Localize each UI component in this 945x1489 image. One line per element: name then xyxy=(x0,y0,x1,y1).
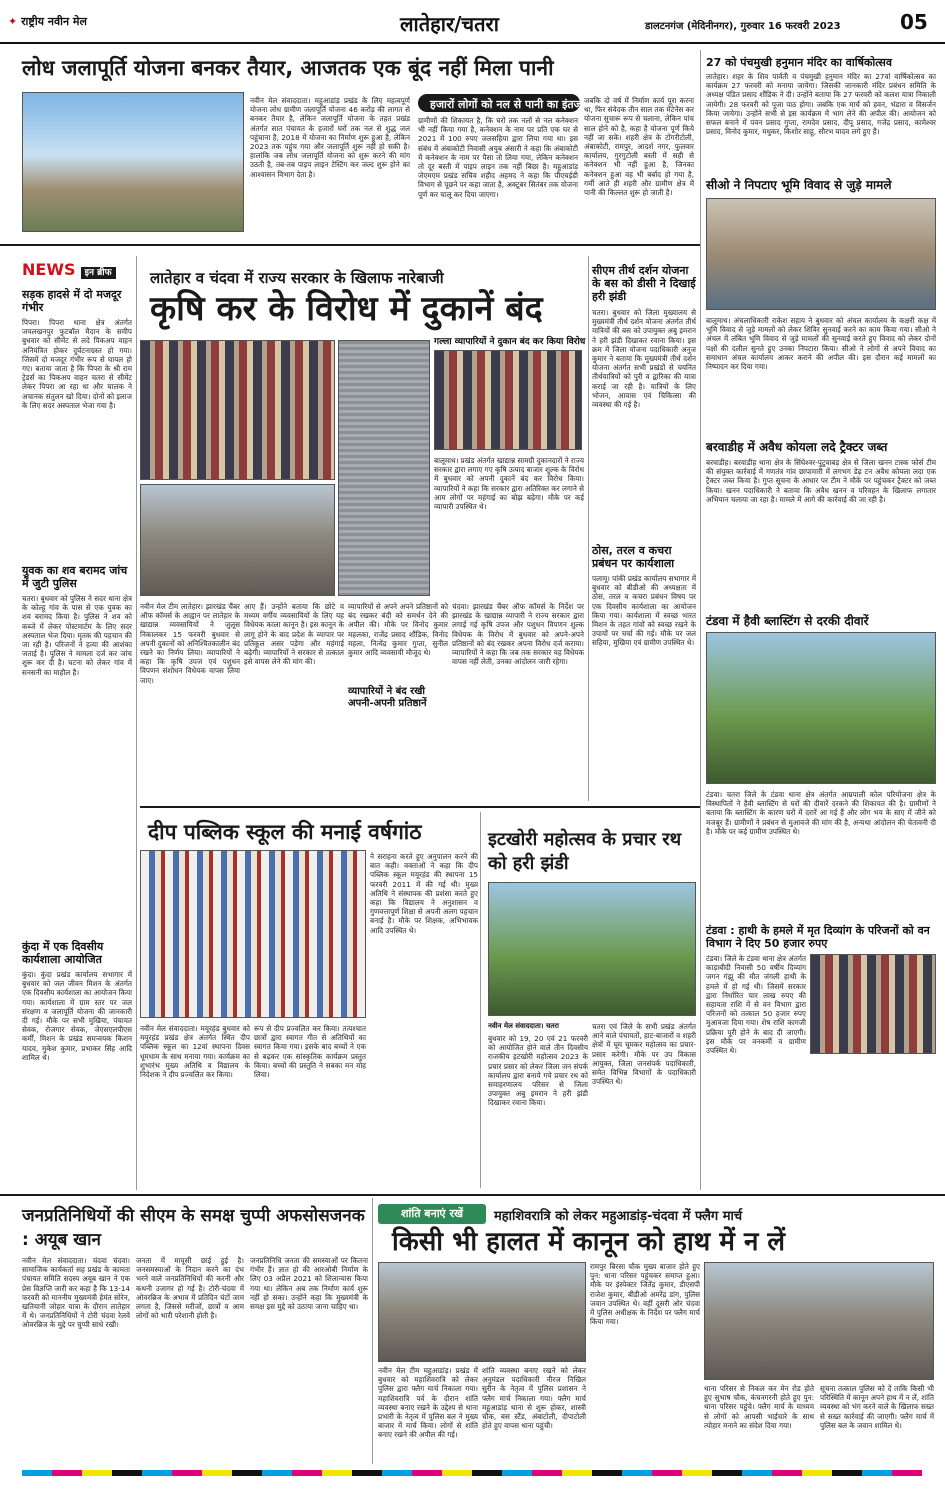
bottom-left-col-3: जनप्रतिनिधि जनता की समस्याओं पर कितना गंभीर हैं। ज्ञात हो की आरओबी निर्माण के लिए 03 अप्रैल 2021 को शिलान्यास किया गया था। लेकिन अब तक निर्माण कार्य शुरू नहीं हो सका। उन्होंने कहा कि मुख्यमंत्री के समक्ष इस मुद्दे को उठाया जाना चाहिए था। xyxy=(250,1256,368,1312)
bottom-right-col-4: थाना परिसर से निकल कर मेन रोड होते हुए सुभाष चौक, कंचनगरनी होते हुए पुन: थाना परिसर पहुंचे। फ्लैग मार्च के माध्यम से लोगों को आपसी भाईचारे के साथ त्योहार मनाने का संदेश दिया गया। xyxy=(704,1384,814,1430)
bottom-left-col-2: जनता में मायूसी छाई हुई है। जनसमस्याओं के निदान करने का दंभ भरने वाले जनप्रतिनिधियों की करनी और कथनी उजागर हो गई है। टोरी-चंदवा में ओवरब्रिज के अभाव में प्रतिदिन घंटों जाम लगता है, जिससे मरीजों, छात्रों व आम लोगों को भारी परेशानी होती है। xyxy=(136,1256,244,1321)
right-story-5-head: टंडवा : हाथी के हमले में मृत दिव्यांग के परिजनों को वन विभाग ने दिए 50 हजार रुपए xyxy=(706,924,930,950)
right-story-2-text: बालूमाथ। अंचलाधिकारी राकेश सहाय ने बुधवार को अंचल कार्यालय के कक्षरी कक्ष में भूमि विवाद से जुड़े मामलों को लेकर शिविर सुनवाई करने का काम किया गया। सीओ ने अंचल में लंबित भूमि विवाद से जुड़े मामलों की सुनवाई करते हुए विवाद को लेकर दोनों पक्षों की दलील सुनते हुए उनका निपटारा किया। सीओ ने लोगों से अपने विवाद का समाधान अंचल कार्यालय आकर कराने की अपील की। इस दौरान कई मामलों का निष्पादन कर दिया गया। xyxy=(706,316,936,372)
school-col-1: नवीन मेल संवाददाता। मयूरहंड बुधवार को मयूरहंड प्रखंड क्षेत्र अंतर्गत स्थित दीप पब्लिक स्कूल का 12वां स्थापना दिवस धूमधाम के साथ मनाया गया। कार्यक्रम का शुभारंभ मुख्य अतिथि व विद्यालय के निदेशक ने दीप प्रज्वलित कर किया। xyxy=(140,1024,250,1080)
mid-divider xyxy=(140,806,700,808)
right-story-4-head: टंडवा में हैवी ब्लास्टिंग से दरकी दीवारें xyxy=(706,614,869,628)
bottom-right-kicker: महाशिवरात्रि को लेकर महुआडांड़-चंदवा में फ्लैग मार्च xyxy=(494,1209,743,1224)
top-story-col-2: ग्रामीणों की शिकायत है, कि घरों तक नलों से नल कनेक्शन भी नहीं किया गया है, कनेक्शन के नाम पर प्रति एक घर से 2021 में 100 रुपए जलसहिया द्वारा लिया गया था। इस संबंध में अंबाकोटी निवासी अयुब अंसारी ने कहा कि अंबाकोटी में कनेक्शन के नाम पर पैसा तो लिया गया, लेकिन कनेक्शन तो दूर बस्ती में पाइप लाइन तक नहीं बिछा है। महुआडांड़ जेएमएम प्रखंड सचिव शहीद अहमद ने कहा कि पीएचईडी विभाग से पूछने पर कहा जाता है, अक्टूबर सितंबर तक योजना पूर्ण कर चालू कर दिया जाएगा। xyxy=(418,116,578,199)
bottom-left-headline: जनप्रतिनिधियों की सीएम के समक्ष चुप्पी अफसोसजनक : अयूब खान xyxy=(22,1206,365,1250)
dateline: डालटनगंज (मेदिनीनगर), गुरुवार 16 फरवरी 2023 xyxy=(645,21,841,32)
land-dispute-photo xyxy=(706,198,936,310)
top-story-headline: लोध जलापूर्ति योजना बनकर तैयार, आजतक एक बूंद नहीं मिला पानी xyxy=(22,56,554,80)
mid-story-subhead: व्यापारियों ने बंद रखी अपनी-अपनी प्रतिष्ठानें xyxy=(348,686,427,709)
news-brief-header xyxy=(22,260,132,282)
peace-tag: शांति बनाएं रखें xyxy=(378,1204,486,1224)
bottom-right-col-5: सूचना तत्काल पुलिस को दें ताकि किसी भी परिस्थिति में कानून अपने हाथ में न लें, शांति व्यवस्था को भंग करने वाले के खिलाफ सख्त से सख्त कार्रवाई की जाएगी। फ्लैग मार्च में पुलिस बल के जवान शामिल थे। xyxy=(820,1384,934,1430)
right-story-3-text: बरवाडीह। बरवाडीह थाना क्षेत्र के सिंघेश्वर-पुटुवाबड़ क्षेत्र से जिला खनन टास्क फोर्स टीम की संयुक्त कार्रवाई में गणतंत्र गांव छापामारी में लगभग डेढ़ टन अवैध कोयला लदा एक ट्रैक्टर जब्त किया है। गुप्त सूचना के आधार पर टीम ने मौके पर पहुंचकर ट्रैक्टर को जब्त किया। खनन पदाधिकारी ने बताया कि अवैध खनन व परिवहन के खिलाफ लगातार अभियान चलाया जा रहा है। मामले में आगे की कार्रवाई की जा रही है। xyxy=(706,458,936,504)
bottom-right-col-3: रामपुर बिरसा चौक मुख्य बाजार होते हुए पुन: थाना परिसर पहुंचकर समाप्त हुआ। मौके पर इंस्पेक्टर जितेंद्र कुमार, डीएसपी राजेश कुमार, बीडीओ अमरेंद्र डांग, पुलिस जवान उपस्थित थे। वहीं दूसरी ओर चंदवा में पुलिस अधीक्षक के निर्देश पर फ्लैग मार्च किया गया। xyxy=(590,1262,700,1327)
bottom-right-col-1: नवीन मेल टीम महुआडांड़। प्रखंड में बुधवार को महाशिवरात्रि को लेकर पुलिस द्वारा फ्लैग मार्च निकाला गया। महाशिवरात्रि पर्व के दौरान शांति व्यवस्था बनाए रखने के उद्देश्य से थाना प्रभारी के नेतृत्व में पुलिस बल ने मुख्य बाजार में मार्च किया। लोगों से शांति बनाए रखने की अपील की गई। xyxy=(378,1366,478,1440)
closed-shutter-photo xyxy=(338,340,430,596)
top-story-col-1: नवीन मेल संवाददाता। महुआडांड़ प्रखंड के लिए महत्वपूर्ण योजना लोध ग्रामीण जलापूर्ति योजना 46 करोड़ की लागत से बनकर तैयार है, लेकिन जलापूर्ति योजना के तहत प्रखंड अंतर्गत सात पंचायत के हजारों घरों तक नल से शुद्ध जल पहुंचाना है, 2018 में योजना का निर्माण शुरू हुआ है, लेकिन 2023 तक पहुंच गया और जलापूर्ति शुरू नहीं हो सकी है। हालांकि जब लोध जलापूर्ति योजना को शुरू करने की मांग उठती है, तब-तब पाइप लाइन टेस्टिंग कर जल्द शुरू होने का आश्वासन विभाग देता है। xyxy=(250,96,410,179)
cm-tour-headline: सीएम तीर्थ दर्शन योजना के बस को डीसी ने दिखाई हरी झंडी xyxy=(592,264,696,303)
cm-divider xyxy=(588,256,589,801)
school-col-3: ने सराहना करते हुए अनुपालन करने की बात कही। वक्ताओं ने कहा कि दीप पब्लिक स्कूल मयूरहंड की स्थापना 15 फरवरी 2011 में की गई थी। मुख्य अतिथि ने संस्थापक की प्रशंसा करते हुए कहा कि विद्यालय ने अनुशासन व गुणवत्तापूर्ण शिक्षा से अपनी अलग पहचान बनाई है। मौके पर शिक्षक, अभिभावक आदि उपस्थित थे। xyxy=(370,852,478,935)
news-label: NEWS xyxy=(22,260,76,279)
brief-3-text: कुंदा। कुंदा प्रखंड कार्यालय सभागार में बुधवार को जल जीवन मिशन के अंतर्गत एक दिवसीय कार्यशाला का आयोजन किया गया। कार्यशाला में ग्राम स्तर पर जल संरक्षण व जलापूर्ति योजना की जानकारी दी गई। मौके पर सभी मुखिया, पंचायत सेवक, रोजगार सेवक, जेएसएलपीएस कर्मी, मिशन के प्रखंड समन्वयक किशन यादव, मुकेश कुमार, प्रभाकर सिंह आदि शामिल थे। xyxy=(22,970,132,1062)
right-story-4-text: टंडवा। चतरा जिले के टंडवा थाना क्षेत्र अंतर्गत आम्रपाली कोल परियोजना क्षेत्र के विस्थापितों ने हैवी ब्लास्टिंग से घरों की दीवारें दरकने की शिकायत की है। ग्रामीणों ने बताया कि ब्लास्टिंग के कारण घरों में दरारें आ गई हैं और लोग भय के साए में जीने को मजबूर हैं। ग्रामीणों ने प्रबंधन से मुआवजे की मांग की है, अन्यथा आंदोलन की चेतावनी दी है। मौके पर कई ग्रामीण उपस्थित थे। xyxy=(706,790,936,836)
page-number: 05 xyxy=(900,10,928,34)
right-story-1-head: 27 को पंचमुखी हनुमान मंदिर का वार्षिकोत्सव xyxy=(706,56,892,69)
masthead xyxy=(0,0,945,44)
brief-2-head: युवक का शव बरामद जांच में जुटी पुलिस xyxy=(22,564,128,590)
mid-story-headline: कृषि कर के विरोध में दुकानें बंद xyxy=(150,289,543,329)
school-photo xyxy=(140,850,366,1018)
cm-tour-subhead: ठोस, तरल व कचरा प्रबंधन पर कार्यशाला xyxy=(592,544,675,570)
bottom-right-headline: किसी भी हालत में कानून को हाथ में न लें xyxy=(392,1227,786,1257)
protest-photo xyxy=(140,340,335,480)
school-col-2: रूप से दीप प्रज्वलित कर किया। तत्पश्चात छात्रों द्वारा स्वागत गीत से अतिथियों का स्वागत किया गया। इसके बाद बच्चों ने एक से बढ़कर एक सांस्कृतिक कार्यक्रम प्रस्तुत किया। बच्चों की प्रस्तुति ने सबका मन मोह लिया। xyxy=(254,1024,366,1080)
paper-logo xyxy=(8,14,87,29)
top-divider xyxy=(0,244,700,246)
brief-divider xyxy=(136,256,137,1190)
itkhori-headline: इटखोरी महोत्सव के प्रचार रथ को हरी झंडी xyxy=(488,829,682,874)
itkhori-divider xyxy=(480,812,481,1188)
bottom-right-col-2: शांति व्यवस्था बनाए रखने को लेकर अनुमंडल पदाधिकारी नीरज निखिल सुरीन के नेतृत्व में पुलिस प्रशासन ने फ्लैग मार्च निकाला गया। फ्लैग मार्च महुआडांड़ थाना से शुरू होकर, शास्त्री चौक, बस स्टैंड, अंबाटोली, दीपाटोली होते हुए वापस थाना पहुंची। xyxy=(482,1366,586,1431)
top-story-subhead: हजारों लोगों को नल से पानी का इंतजार xyxy=(430,98,590,111)
school-headline: दीप पब्लिक स्कूल की मनाई वर्षगांठ xyxy=(148,820,422,844)
bottom-left-col-1: नवीन मेल संवाददाता। चंदवा चंदवा। सामाजिक कार्यकर्ता सह प्रखंड के कामता पंचायत समिति सदस्य अयूब खान ने एक प्रेस विज्ञप्ति जारी कर कहा है कि 13-14 फरवरी को माननीय मुख्यमंत्री हेमंत सोरेन, खतियानी जोहार यात्रा के दौरान लातेहार में थे। जनप्रतिनिधियों ने टोरी चंदवा रेलवे ओवरब्रिज के मुद्दे पर चुप्पी साधे रखी। xyxy=(22,1256,130,1330)
cm-tour-subtext: पलामू। पांकी प्रखंड कार्यालय सभागार में बुधवार को बीडीओ की अध्यक्षता में ठोस, तरल व कचरा प्रबंधन विषय पर एक दिवसीय कार्यशाला का आयोजन किया गया। कार्यशाला में स्वच्छ भारत मिशन के तहत गांवों को स्वच्छ रखने के उपायों पर चर्चा की गई। मौके पर जल सहिया, मुखिया एवं ग्रामीण उपस्थित थे। xyxy=(592,574,696,648)
traders-photo xyxy=(434,350,582,450)
mid-story-col-4: व्यापारियों से अपने अपने प्रतिष्ठानों को बंद रखकर बंदी को समर्थन देने की अपील की। मौके पर विनोद कुमार महलका, राजेंद्र प्रसाद शौंडिक, विनोद महला, नित्येंद्र कुमार गुप्ता, सुनील कुमार आदि व्यवसायी मौजूद थे। xyxy=(348,602,448,658)
itkhori-photo xyxy=(488,882,696,1016)
right-story-1-text: लातेहार। शहर के शिव पार्वती व पंचमुखी हनुमान मंदिर का 27वां वार्षिकोत्सव का कार्यक्रम 27 फरवरी को मनाया जायेगा। जिसकी जानकारी मंदिर प्रबंधन समिति के अध्यक्ष पंडित प्रसाद शौंडिक ने दी। उन्होंने बताया कि 27 फरवरी को कलश यात्रा निकाली जायेगी। 28 फरवरी को पूजा पाठ होगा। जबकि एक मार्च को हवन, भंडारा व विसर्जन किया जायेगा। उन्होंने सभी से इस कार्यक्रम में भाग लेने की अपील की। आयोजन को सफल बनाने में पवन प्रसाद गुप्ता, रामदेव प्रसाद, दीपू प्रसाद, गजेंद्र प्रसाद, कामेश्वर प्रसाद, विनोद कुमार, मधुकर, किशोर साहू, सौरभ यादव लगे हुए हैं। xyxy=(706,72,936,137)
mid-story-col-5: चंदवा। झारखंड चैंबर ऑफ कॉमर्स के निर्देश पर झारखंड के खाद्यान्न व्यापारी ने राज्य सरकार द्वारा लगाई गई कृषि उपज और पशुधन विपणन शुल्क विधेयक के विरोध में बुधवार को अपने-अपने प्रतिष्ठानों को बंद रखकर अपना विरोध दर्ज कराया। व्यापारियों ने कहा कि जब तक सरकार यह विधेयक वापस नहीं लेती, उनका आंदोलन जारी रहेगा। xyxy=(452,602,584,667)
water-tank-photo xyxy=(22,92,244,232)
mid-story-caption: गल्ला व्यापारियों ने दुकान बंद कर किया विरोध xyxy=(434,337,586,347)
cm-tour-text: चतरा। बुधवार को जिला मुख्यालय से मुख्यमंत्री तीर्थ दर्शन योजना अंतर्गत तीर्थ यात्रियों की बस को उपायुक्त अबु इमरान ने हरी झंडी दिखाकर रवाना किया। इस क्रम में जिला योजना पदाधिकारी अनुज कुमार ने बताया कि मुख्यमंत्री तीर्थ दर्शन योजना अंतर्गत सभी प्रखंडों से चयनित तीर्थयात्रियों को पुरी व द्वारिका की यात्रा कराई जा रही है। यात्रियों के लिए भोजन, आवास एवं चिकित्सा की व्यवस्था की गई है। xyxy=(592,308,696,410)
right-story-3-head: बरवाडीह में अवैध कोयला लदे ट्रैक्टर जब्त xyxy=(706,440,888,454)
bird-icon: ✦ xyxy=(8,15,18,28)
flag-march-photo-1 xyxy=(378,1262,586,1362)
bottom-right-divider xyxy=(372,1198,373,1464)
itkhori-caption: नवीन मेल संवाददाता। चतरा xyxy=(488,1022,559,1030)
flag-march-photo-2 xyxy=(704,1262,934,1380)
brief-2-text: चतरा। बुधवार को पुलिस ने सदर थाना क्षेत्र के कोल्हू गांव के पास से एक युवक का शव बरामद किया है। पुलिस ने शव को कब्जे में लेकर पोस्टमार्टम के लिए सदर अस्पताल भेज दिया। मृतक की पहचान की जा रही है। परिजनों ने हत्या की आशंका जताई है। पुलिस ने मामला दर्ज कर जांच शुरू कर दी है। घटना को लेकर गांव में सनसनी का माहौल है। xyxy=(22,594,132,677)
mid-story-col-2: नवीन मेल टीम लातेहार। झारखंड चैंबर ऑफ कॉमर्स के आह्वान पर लातेहार के खाद्यान्न व्यवसायियों ने जुलूस निकालकर 15 फरवरी बुधवार से अपनी दुकानों को अनिश्चितकालीन बंद रखने का निर्णय लिया। व्यापारियों ने कहा कि कृषि उपज एवं पशुधन विपणन संशोधन विधेयक वापस लिया जाए। xyxy=(140,602,240,685)
right-story-5-text: टंडवा। जिले के टंडवा थाना क्षेत्र अंतर्गत काड़ाबीदी निवासी 50 वर्षीय दिव्यांग जगन गंझू की मौत जंगली हाथी के हमले में हो गई थी। जिसमें सरकार द्वारा निर्धारित चार लाख रुपए की सहायता राशि में से वन विभाग द्वारा परिजनों को तत्काल 50 हजार रुपए मुआवजा दिया गया। शेष राशि कागजी प्रक्रिया पूरी होने के बाद दी जाएगी। इस मौके पर वनकर्मी व ग्रामीण उपस्थित थे। xyxy=(706,954,806,1056)
itkhori-col-1: बुधवार को 19, 20 एवं 21 फरवरी को आयोजित होने वाले तीन दिवसीय राजकीय इटखोरी महोत्सव 2023 के प्रचार प्रसार को लेकर जिला जन संपर्क कार्यालय द्वारा बनाये गये प्रचार रथ को समाहरणालय परिसर से जिला उपायुक्त अबु इमरान ने हरी झंडी दिखाकर रवाना किया। xyxy=(488,1034,588,1108)
paper-name: राष्ट्रीय नवीन मेल xyxy=(21,15,87,28)
brief-1-text: पिपरा। पिपरा थाना क्षेत्र अंतर्गत जयलखनपुर फुटबॉल मैदान के समीप बुधवार को सीमेंट से लदे पिकअप वाहन अनियंत्रित होकर दुर्घटनाग्रस्त हो गया। जिसमें दो मजदूर गंभीर रूप से घायल हो गए। बताया जाता है कि पिपरा के श्री राम ट्रेडर्स का पिकअप वाहन चतरा से सीमेंट लेकर पिपरा आ रहा था और चालक ने अचानक संतुलन खो दिया। दोनों को इलाज के लिए सदर अस्पताल भेजा गया है। xyxy=(22,318,132,410)
mid-story-col-3: आए हैं। उन्होंने बताया कि छोटे व मध्यम वर्गीय व्यवसायियों के लिए यह विधेयक काला कानून है। इस कानून के लागू होने के बाद प्रदेश के व्यापार पर प्रतिकूल असर पड़ेगा और महंगाई बढ़ेगी। व्यापारियों ने सरकार से तत्काल इसे वापस लेने की मांग की। xyxy=(244,602,344,667)
brief-3-head: कुंदा में एक दिवसीय कार्यशाला आयोजित xyxy=(22,940,104,966)
blasting-photo xyxy=(706,632,936,784)
itkhori-col-2: चतरा एवं जिले के सभी प्रखंड अंतर्गत आने वाले पंचायतों, हाट-बाजारों व शहरी क्षेत्रों में घूम घूमकर महोत्सव का प्रचार-प्रसार करेगी। मौके पर उप विकास आयुक्त, जिला जनसंपर्क पदाधिकारी, समेत विभिन्न विभागों के पदाधिकारी उपस्थित थे। xyxy=(592,1022,696,1087)
compensation-photo xyxy=(810,954,936,1054)
right-col-divider xyxy=(700,50,701,1190)
mid-story-col-1: बालूमाथ। प्रखंड अंतर्गत खाद्यान्न सामग्री दुकानदारों ने राज्य सरकार द्वारा लगाए गए कृषि उत्पाद बाजार शुल्क के विरोध में बुधवार को अपनी दुकानें बंद कर विरोध किया। व्यापारियों ने कहा कि सरकार द्वारा अतिरिक्त कर लगाने से आम लोगों पर महंगाई का बोझ बढ़ेगा। मौके पर कई व्यापारी उपस्थित थे। xyxy=(434,456,584,512)
top-story-col-3: जबकि दो वर्ष में निर्माण कार्य पूरा करना था, फिर संवेदक तीन साल तक मेंटेनेंस कर योजना सुचारू रूप से चलाना, लेकिन पांच साल होने को है, कहा है योजना पूर्ण किये नहीं जा सके। शहरी क्षेत्र के टोंगरीटोली, अंबाकोटी, रामपुर, आदर्श नगर, फुलवार कार्यालय, गुरगुटोली बस्ती में सही से कनेक्शन भी नहीं हुआ है, जिनका कनेक्शन हुआ वह भी बर्बाद हो गया है, गर्मी आते ही शहरी और ग्रामीण क्षेत्र में पानी की किल्लत शुरू हो जाती है। xyxy=(584,96,694,198)
mid-story-kicker: लातेहार व चंदवा में राज्य सरकार के खिलाफ नारेबाजी xyxy=(150,269,444,287)
right-story-2-head: सीओ ने निपटाए भूमि विवाद से जुड़े मामले xyxy=(706,178,892,192)
news-label-suffix: इन ब्रीफ xyxy=(81,267,116,279)
bottom-divider xyxy=(0,1194,945,1196)
brief-1-head: सड़क हादसे में दो मजदूर गंभीर xyxy=(22,288,122,314)
section-name: लातेहार/चतरा xyxy=(400,12,499,36)
street-photo xyxy=(140,484,335,596)
print-color-bar xyxy=(22,1470,922,1476)
